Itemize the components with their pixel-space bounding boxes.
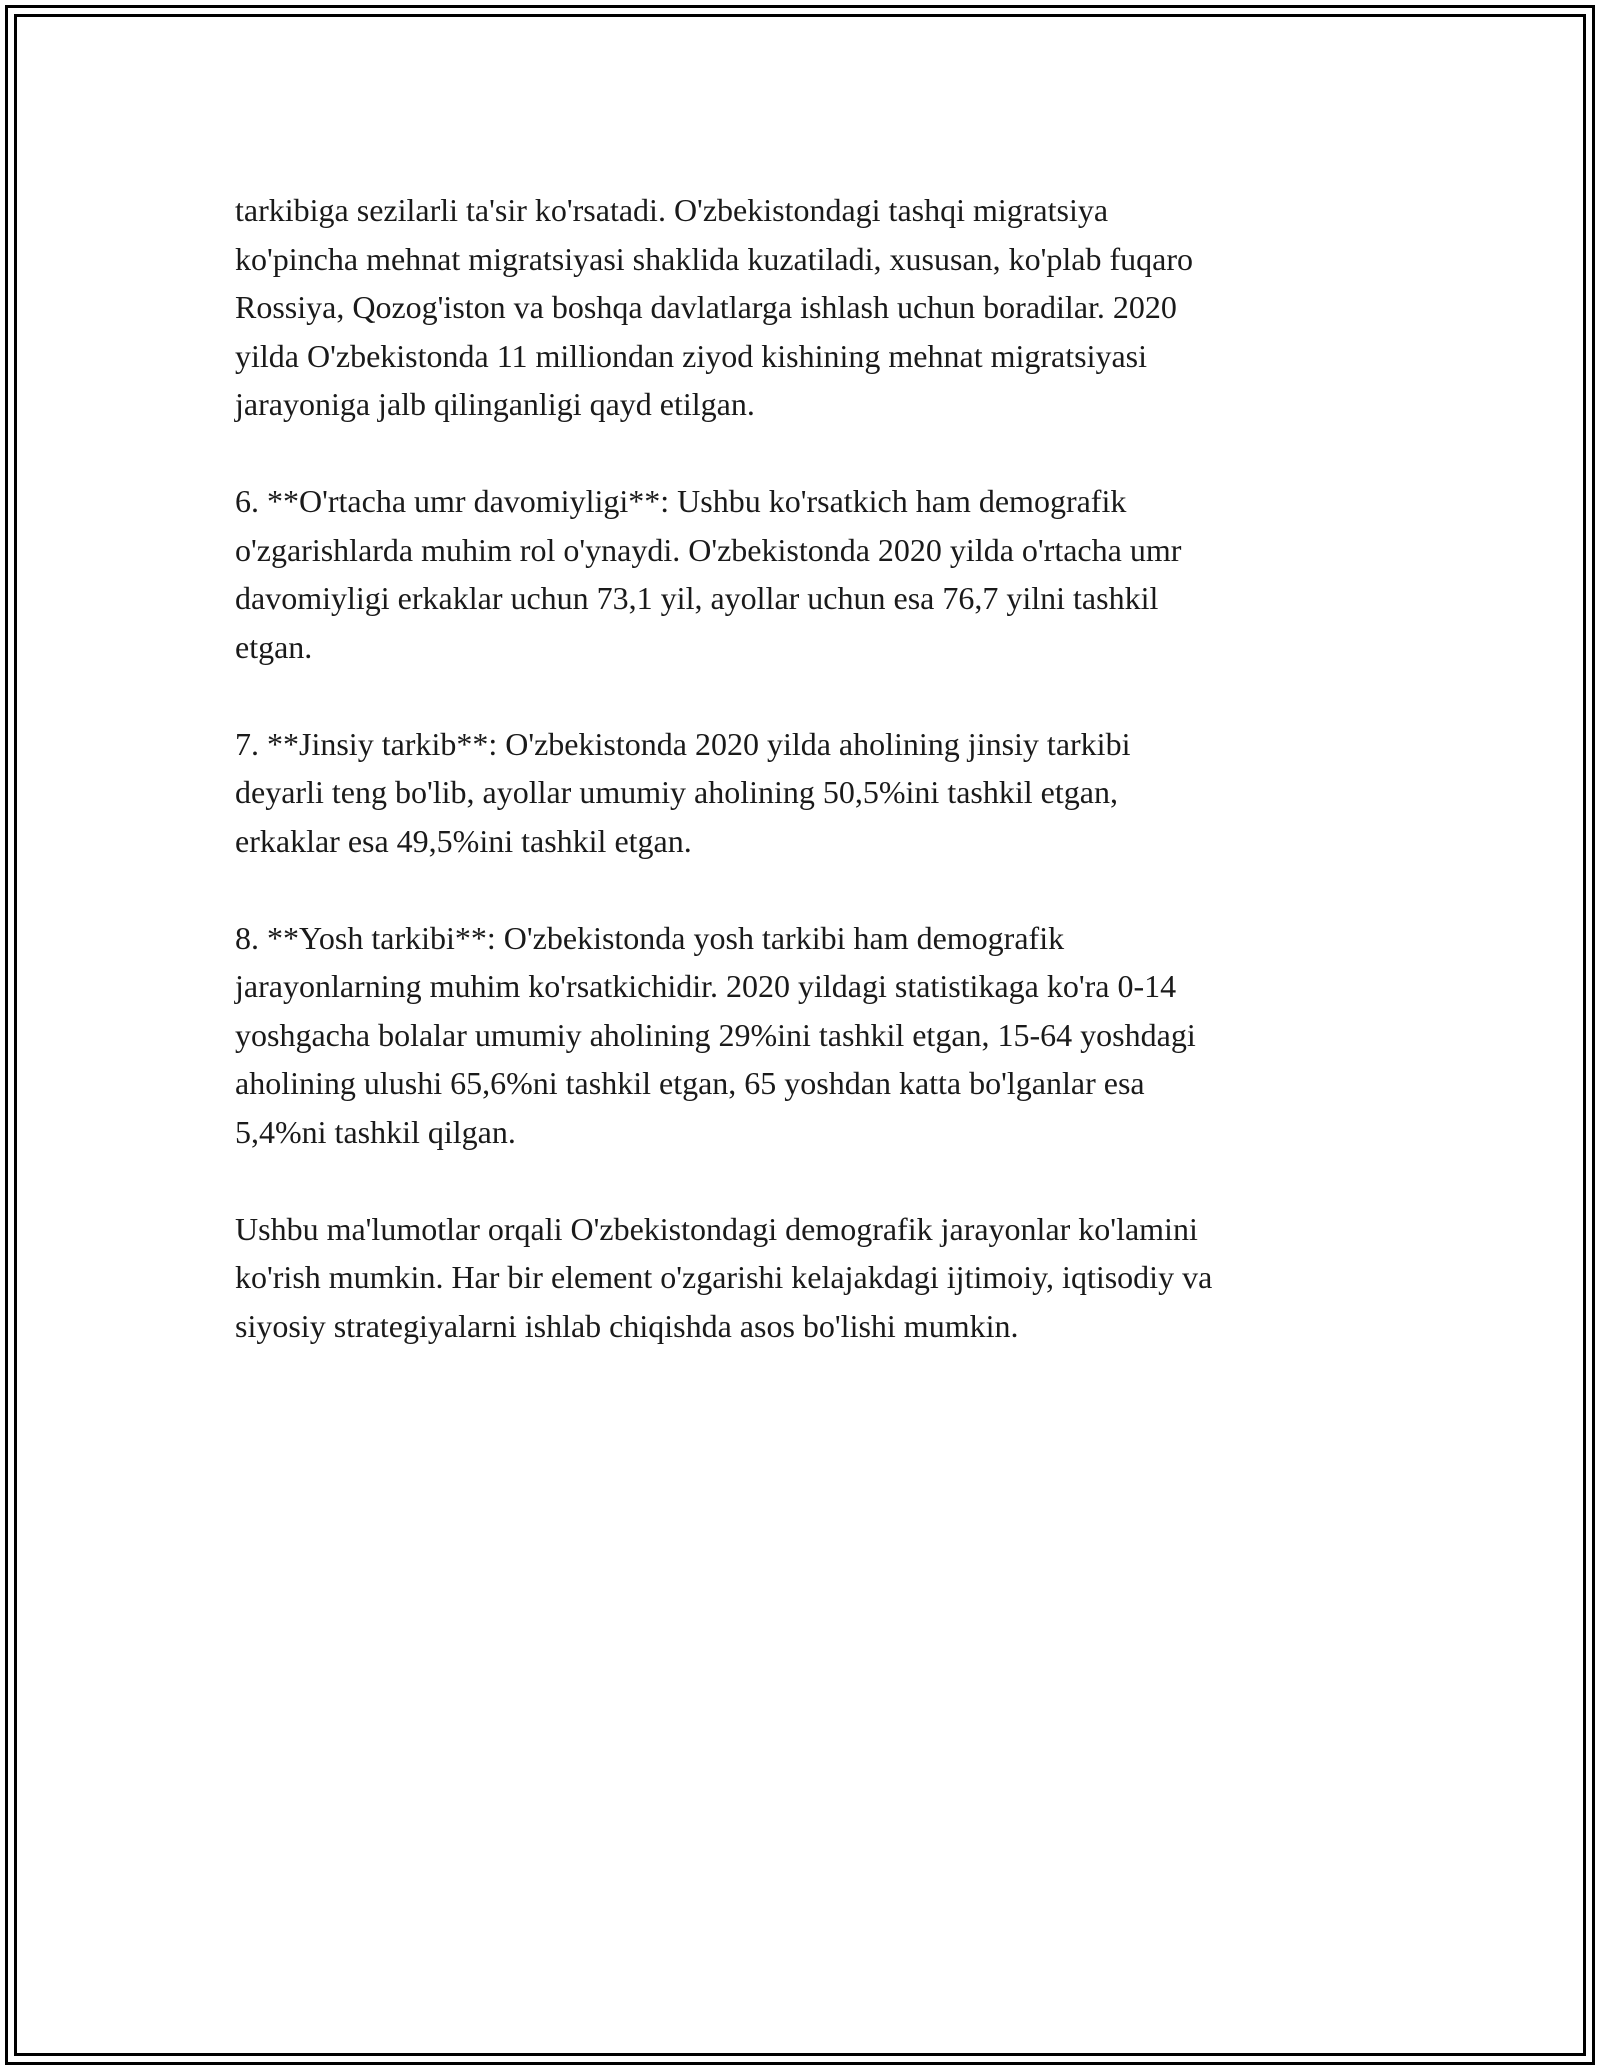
text-line: etgan. <box>235 628 313 665</box>
document-body <box>235 186 1375 1399</box>
text-line: Ushbu ma'lumotlar orqali O'zbekistondagi demografik jarayonlar ko'lamini <box>235 1210 1198 1247</box>
paragraph-age-composition <box>235 914 1375 1157</box>
text-line: erkaklar esa 49,5%ini tashkil etgan. <box>235 822 692 859</box>
text-line: 6. **O'rtacha umr davomiyligi**: Ushbu ko'rsatkich ham demografik <box>235 483 1127 519</box>
text-line: davomiyligi erkaklar uchun 73,1 yil, ayollar uchun esa 76,7 yilni tashkil <box>235 580 1159 616</box>
paragraph-life-expectancy <box>235 477 1375 671</box>
text-line: yoshgacha bolalar umumiy aholining 29%ini tashkil etgan, 15-64 yoshdagi <box>235 1016 1196 1053</box>
text-line: ko'pincha mehnat migratsiyasi shaklida kuzatiladi, xususan, ko'plab fuqaro <box>235 240 1193 277</box>
text-line: 5,4%ni tashkil qilgan. <box>235 1113 516 1150</box>
text-line: ko'rish mumkin. Har bir element o'zgarishi kelajakdagi ijtimoiy, iqtisodiy va <box>235 1259 1213 1295</box>
text-line: tarkibiga sezilarli ta'sir ko'rsatadi. O'zbekistondagi tashqi migratsiya <box>235 192 1109 228</box>
text-line: deyarli teng bo'lib, ayollar umumiy aholining 50,5%ini tashkil etgan, <box>235 774 1118 810</box>
text-line: yilda O'zbekistonda 11 milliondan ziyod kishining mehnat migratsiyasi <box>235 337 1147 374</box>
text-line: jarayonlarning muhim ko'rsatkichidir. 2020 yildagi statistikaga ko'ra 0-14 <box>235 968 1177 1004</box>
text-line: jarayoniga jalb qilinganligi qayd etilgan. <box>235 386 755 422</box>
text-line: Rossiya, Qozog'iston va boshqa davlatlarga ishlash uchun boradilar. 2020 <box>235 289 1177 325</box>
text-line: siyosiy strategiyalarni ishlab chiqishda asos bo'lishi mumkin. <box>235 1307 1019 1344</box>
paragraph-gender-composition <box>235 720 1375 866</box>
text-line: o'zgarishlarda muhim rol o'ynaydi. O'zbekistonda 2020 yilda o'rtacha umr <box>235 531 1182 568</box>
text-line: aholining ulushi 65,6%ni tashkil etgan, 65 yoshdan katta bo'lganlar esa <box>235 1065 1145 1101</box>
paragraph-migration-continued <box>235 186 1375 429</box>
text-line: 8. **Yosh tarkibi**: O'zbekistonda yosh tarkibi ham demografik <box>235 919 1065 956</box>
paragraph-conclusion <box>235 1205 1375 1351</box>
text-line: 7. **Jinsiy tarkib**: O'zbekistonda 2020 yilda aholining jinsiy tarkibi <box>235 725 1131 762</box>
